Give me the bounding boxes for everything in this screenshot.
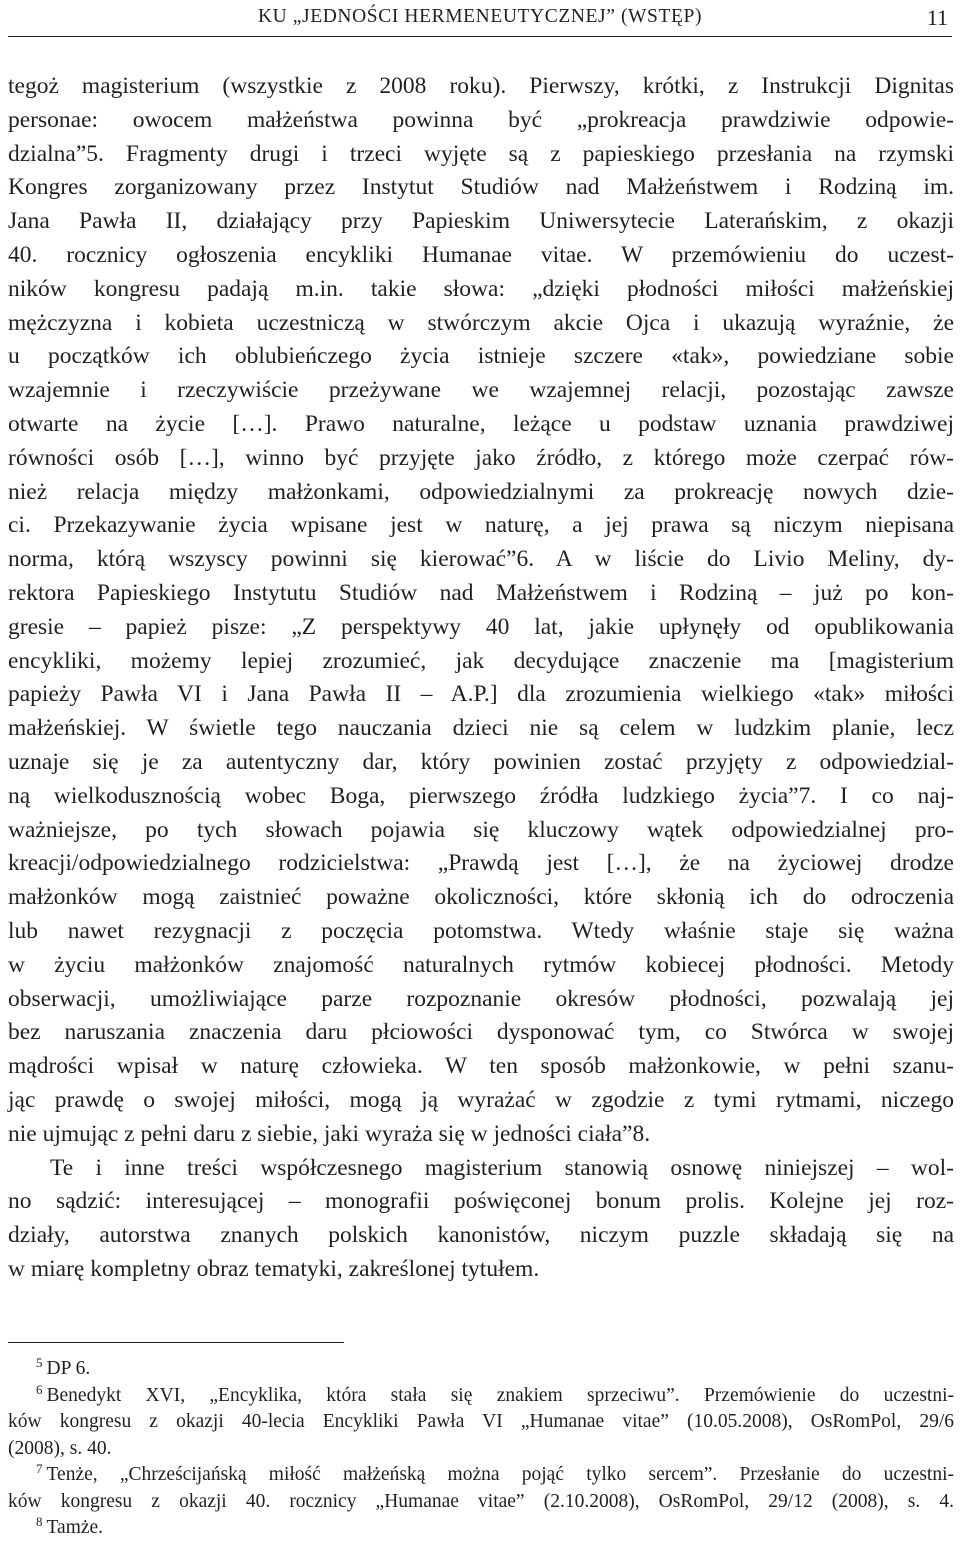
text-line: dzialna”5. Fragmenty drugi i trzeci wyjęte są z papieskiego przesłania na rzymski — [8, 140, 954, 167]
text-line: małżonków mogą zaistnieć poważne okoliczności, które skłonią ich do odroczenia — [8, 884, 954, 911]
footnote-number: 8 — [36, 1514, 43, 1529]
text-line: ci. Przekazywanie życia wpisane jest w naturę, a jej prawa są niczym niepisana — [8, 512, 954, 539]
header-rule — [8, 36, 952, 37]
text-line: Kongres zorganizowany przez Instytut Studiów nad Małżeństwem i Rodziną im. — [8, 174, 954, 201]
footnote-8 — [8, 1515, 954, 1542]
text-line: no sądzić: interesującej – monografii poświęconej bonum prolis. Kolejne jej roz- — [8, 1188, 954, 1215]
text-line: równości osób […], winno być przyjęte jako źródło, z którego może czerpać rów- — [8, 444, 954, 471]
text-line: personae: owocem małżeństwa powinna być „prokreacja prawdziwie odpowie- — [8, 106, 954, 133]
footnote-5 — [8, 1356, 954, 1383]
text-line: małżeńskiej. W świetle tego nauczania dzieci nie są celem w ludzkim planie, lecz — [8, 715, 954, 742]
footnote-number: 6 — [36, 1381, 43, 1397]
text-line: ważniejsze, po tych słowach pojawia się kluczowy wątek odpowiedzialnej pro- — [8, 816, 954, 843]
text-line: rektora Papieskiego Instytutu Studiów nad Małżeństwem i Rodziną – już po kon- — [8, 579, 954, 606]
footnote-line: ków kongresu z okazji 40. rocznicy „Humanae vitae” (2.10.2008), OsRomPol, 29/12 (2008), s. 4. — [8, 1490, 954, 1512]
footnotes — [8, 1356, 954, 1542]
text-line: ną wielkodusznością wobec Boga, pierwszego źródła ludzkiego życia”7. I co naj- — [8, 782, 954, 809]
text-line: tegoż magisterium (wszystkie z 2008 roku). Pierwszy, krótki, z Instrukcji Dignitas — [8, 73, 954, 99]
main-text — [8, 70, 954, 1287]
text-line: norma, którą wszyscy powinni się kierować”6. A w liście do Livio Meliny, dy- — [8, 546, 954, 573]
text-line: nie ujmując z pełni daru z siebie, jaki wyraża się w jedności ciała”8. — [8, 1120, 651, 1147]
text-line: bez naruszania znaczenia daru płciowości dysponować tym, co Stwórca w swojej — [8, 1019, 954, 1046]
text-line: działy, autorstwa znanych polskich kanonistów, niczym puzzle składają się na — [8, 1222, 954, 1249]
text-line: lub nawet rezygnacji z poczęcia potomstwa. Wtedy właśnie staje się ważna — [8, 917, 954, 944]
text-line: ników kongresu padają m.in. takie słowa: „dzięki płodności miłości małżeńskiej — [8, 275, 954, 302]
text-line: uznaje się je za autentyczny dar, który powinien zostać przyjęty z odpowiedzial- — [8, 748, 954, 775]
footnote-line: (2008), s. 40. — [8, 1437, 112, 1459]
text-line: otwarte na życie […]. Prawo naturalne, leżące u podstaw uznania prawdziwej — [8, 410, 954, 437]
text-line: Jana Pawła II, działający przy Papieskim Uniwersytecie Laterańskim, z okazji — [8, 208, 954, 235]
text-line: mężczyzna i kobieta uczestniczą w stwórczym akcie Ojca i ukazują wyraźnie, że — [8, 309, 954, 336]
text-line: Te i inne treści współczesnego magisterium stanowią osnowę niniejszej – wol- — [50, 1154, 954, 1181]
footnote-text: Tamże. — [46, 1517, 104, 1538]
footnote-rule — [8, 1342, 344, 1343]
footnote-number: 7 — [36, 1461, 43, 1476]
text-line: nież relacja między małżonkami, odpowiedzialnymi za prokreację nowych dzie- — [8, 478, 954, 505]
text-line: papieży Pawła VI i Jana Pawła II – A.P.] dla zrozumienia wielkiego «tak» miłości — [8, 681, 954, 708]
footnote-6 — [8, 1383, 954, 1463]
running-head-title: KU „JEDNOŚCI HERMENEUTYCZNEJ” (WSTĘP) — [257, 6, 703, 27]
page-number: 11 — [926, 5, 948, 30]
text-line: obserwacji, umożliwiające parze rozpoznanie okresów płodności, pozwalają jej — [8, 985, 954, 1012]
footnote-number: 5 — [36, 1355, 43, 1370]
running-header — [8, 0, 952, 38]
footnote-text: DP 6. — [46, 1358, 91, 1379]
text-line: encykliki, możemy lepiej zrozumieć, jak decydujące znaczenie ma [magisterium — [8, 647, 954, 674]
text-line: mądrości wpisał w naturę człowieka. W ten sposób małżonkowie, w pełni szanu- — [8, 1053, 954, 1080]
text-line: wzajemnie i rzeczywiście przeżywane we wzajemnej relacji, pozostając zawsze — [8, 377, 954, 404]
text-line: 40. rocznicy ogłoszenia encykliki Humanae vitae. W przemówieniu do uczest- — [8, 241, 954, 268]
footnote-7 — [8, 1462, 954, 1515]
text-line: u początków ich oblubieńczego życia istnieje szczere «tak», powiedziane sobie — [8, 343, 954, 370]
text-line: gresie – papież pisze: „Z perspektywy 40 lat, jakie upłynęły od opublikowania — [8, 613, 954, 640]
footnote-line: ków kongresu z okazji 40-lecia Encykliki Pawła VI „Humanae vitae” (10.05.2008), OsRomPol, 29/6 — [8, 1411, 954, 1432]
footnote-line: $^6$ Benedykt XVI, „Encyklika, która stała się znakiem sprzeciwu”. Przemówienie do uczestni- — [36, 1381, 954, 1406]
text-line: jąc prawdę o swojej miłości, mogą ją wyrażać w zgodzie z tymi rytmami, niczego — [8, 1086, 954, 1113]
text-line: w życiu małżonków znajomość naturalnych rytmów kobiecej płodności. Metody — [8, 951, 954, 978]
text-line: w miarę kompletny obraz tematyki, zakreślonej tytułem. — [8, 1255, 540, 1282]
text-line: kreacji/odpowiedzialnego rodzicielstwa: „Prawdą jest […], że na życiowej drodze — [8, 850, 954, 877]
footnote-line: $^7$ Tenże, „Chrześcijańską miłość małżeńską można pojąć tylko sercem”. Przesłanie do uczestni- — [36, 1461, 954, 1485]
